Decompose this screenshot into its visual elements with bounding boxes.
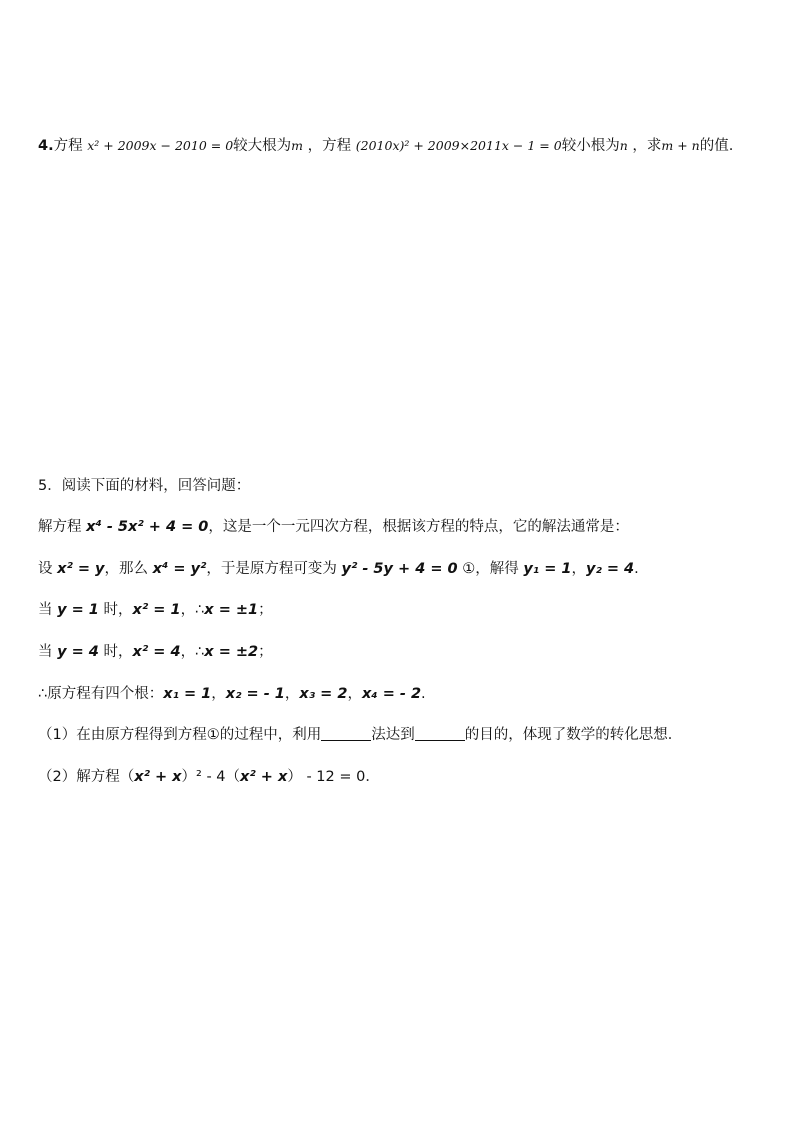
- equation: x² = 4: [132, 644, 181, 660]
- text: 当: [38, 644, 58, 660]
- answer-blank-1[interactable]: [321, 726, 371, 741]
- equation: y₂ = 4: [586, 561, 635, 577]
- text: 当: [38, 602, 58, 618]
- equation: x² = 1: [132, 602, 181, 618]
- root: x₂ = - 1: [225, 686, 285, 702]
- root: x₄ = - 2: [361, 686, 422, 702]
- root: x₃ = 2: [299, 686, 348, 702]
- expr-sum: m + n: [661, 138, 700, 153]
- equation: x⁴ = y²: [152, 561, 207, 577]
- equation: x = ±1: [204, 602, 259, 618]
- text: ，∴: [180, 644, 205, 660]
- text: 时，: [98, 644, 133, 660]
- q4-text: ，求: [632, 138, 662, 154]
- text: （2）解方程（: [38, 769, 135, 785]
- text: ） - 12 = 0．: [287, 769, 380, 785]
- equation-1: x² + 2009x − 2010 = 0: [87, 138, 234, 153]
- equation: y² - 5y + 4 = 0: [341, 561, 458, 577]
- separator: ，: [211, 686, 226, 702]
- question-5-title: 5．阅读下面的材料，回答问题：: [38, 478, 251, 494]
- root: x₁ = 1: [163, 686, 212, 702]
- equation: x² + x: [240, 769, 288, 785]
- equation: y = 1: [57, 602, 99, 618]
- q5-line-5: [38, 684, 426, 704]
- text: ；: [258, 644, 273, 660]
- q5-line-2: [38, 559, 639, 579]
- q5-part-2: [38, 767, 380, 787]
- text: ；: [258, 602, 273, 618]
- equation: x⁴ - 5x² + 4 = 0: [86, 519, 209, 535]
- text: ，那么: [104, 561, 153, 577]
- text: ，∴: [180, 602, 205, 618]
- equation: y = 4: [57, 644, 99, 660]
- question-number: 4.: [38, 138, 54, 154]
- text: 时，: [98, 602, 133, 618]
- equation: x = ±2: [204, 644, 259, 660]
- var-m: m: [291, 138, 304, 153]
- q4-text: 较小根为: [561, 138, 620, 154]
- text: ）² - 4（: [181, 769, 241, 785]
- equation: x² + x: [134, 769, 182, 785]
- question-4: [38, 136, 733, 156]
- separator: ，: [284, 686, 300, 702]
- text: .: [421, 686, 426, 702]
- text: （1）在由原方程得到方程①的过程中，利用: [38, 727, 322, 743]
- q5-line-3: [38, 600, 273, 620]
- q5-line-4: [38, 642, 273, 662]
- q4-text: ，方程: [307, 138, 352, 154]
- separator: ，: [347, 686, 362, 702]
- q5-line-1: [38, 517, 629, 537]
- equation-2: (2010x)² + 2009×2011x − 1 = 0: [355, 138, 562, 153]
- text: .: [634, 561, 639, 577]
- q4-text: 较大根为: [233, 138, 292, 154]
- text: ∴原方程有四个根：: [38, 686, 164, 702]
- q4-text: 方程: [53, 138, 83, 154]
- text: ，: [571, 561, 586, 577]
- text: ，于是原方程可变为: [206, 561, 342, 577]
- q5-part-1: [38, 725, 682, 745]
- text: ，这是一个一元四次方程，根据该方程的特点，它的解法通常是：: [208, 519, 629, 535]
- text: ①，解得: [457, 561, 524, 577]
- answer-blank-2[interactable]: [415, 726, 465, 741]
- text: 解方程: [38, 519, 87, 535]
- equation: x² = y: [57, 561, 105, 577]
- var-n: n: [619, 138, 628, 153]
- text: 的目的，体现了数学的转化思想．: [464, 727, 683, 743]
- equation: y₁ = 1: [523, 561, 572, 577]
- q4-text: 的值.: [699, 138, 734, 154]
- text: 法达到: [371, 727, 415, 743]
- text: 设: [38, 561, 58, 577]
